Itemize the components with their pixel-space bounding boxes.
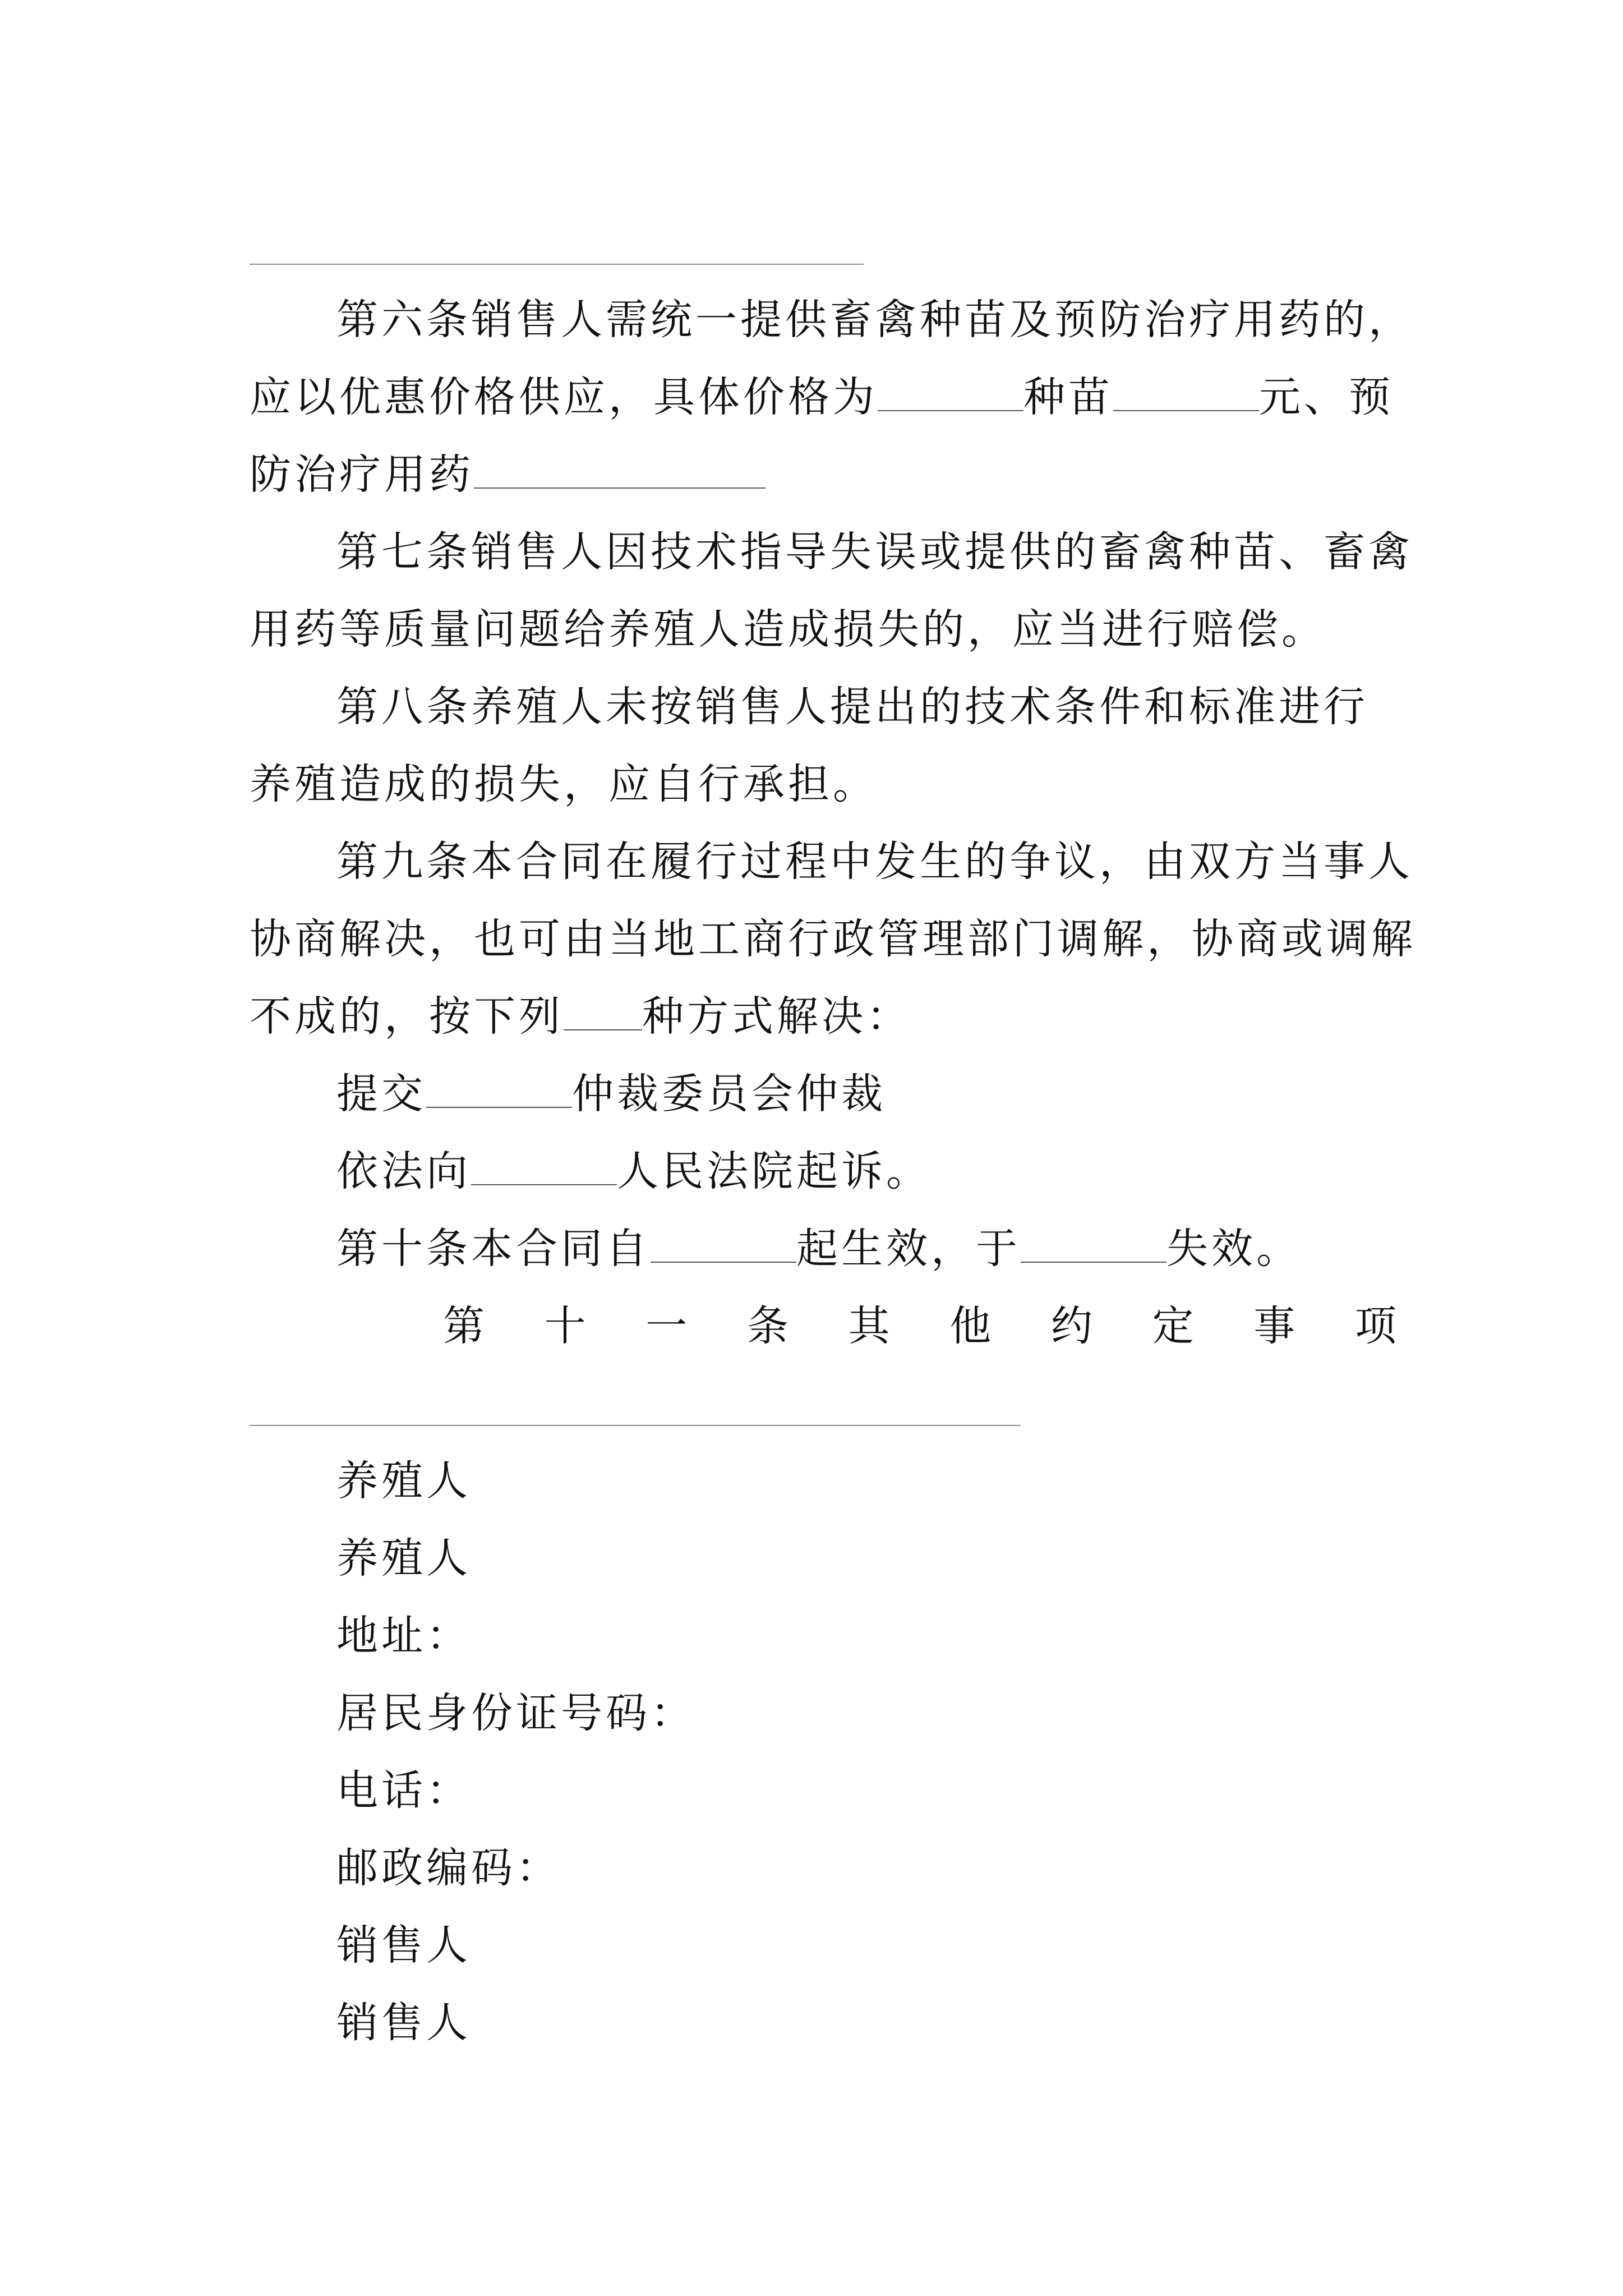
postal-code-label bbox=[336, 1840, 561, 1896]
arbitration-option bbox=[336, 1066, 886, 1122]
article7-text-2: 用药等质量问题给养殖人造成损失的，应当进行赔偿。 bbox=[250, 605, 1326, 654]
breeder-text-2: 养殖人 bbox=[336, 1534, 471, 1582]
phone-label bbox=[336, 1763, 471, 1819]
article11-char: 条 bbox=[746, 1302, 789, 1350]
seller-text-2: 销售人 bbox=[336, 1999, 471, 2047]
phone-text: 电话： bbox=[336, 1766, 471, 1815]
article10-text-b: 起生效，于 bbox=[796, 1225, 1021, 1273]
article6-text-3: 防治疗用药 bbox=[250, 450, 474, 499]
article6-text-2b: 种苗 bbox=[1023, 373, 1113, 421]
lawsuit-option bbox=[336, 1143, 931, 1199]
article11-char: 他 bbox=[949, 1302, 992, 1350]
article9-line2 bbox=[250, 911, 1416, 967]
article9-line1 bbox=[336, 834, 1413, 890]
article6-text-2c: 元、预 bbox=[1259, 373, 1394, 421]
lawsuit-text-a: 依法向 bbox=[336, 1147, 471, 1195]
article11-char: 十 bbox=[544, 1302, 586, 1350]
article9-text-3a: 不成的，按下列 bbox=[250, 992, 564, 1041]
other-matters-fill-line[interactable] bbox=[250, 1425, 1021, 1426]
article11-heading bbox=[443, 1298, 1396, 1354]
article9-text-1: 第九条本合同在履行过程中发生的争议，由双方当事人 bbox=[336, 838, 1413, 886]
court-blank[interactable] bbox=[471, 1144, 617, 1185]
address-label bbox=[336, 1608, 471, 1664]
article6-line3 bbox=[250, 447, 766, 503]
address-text: 地址： bbox=[336, 1612, 471, 1660]
breeder-label-1 bbox=[336, 1453, 471, 1509]
breeder-label-2 bbox=[336, 1530, 471, 1586]
article11-char: 定 bbox=[1152, 1302, 1194, 1350]
article11-char: 项 bbox=[1354, 1302, 1396, 1350]
article7-line2 bbox=[250, 601, 1326, 657]
article8-line1 bbox=[336, 679, 1368, 735]
expiry-date-blank[interactable] bbox=[1021, 1221, 1166, 1263]
seller-text-1: 销售人 bbox=[336, 1921, 471, 1970]
article10-line bbox=[336, 1221, 1301, 1277]
article7-text-1: 第七条销售人因技术指导失误或提供的畜禽种苗、畜禽 bbox=[336, 528, 1413, 576]
arbitration-text-b: 仲裁委员会仲裁 bbox=[572, 1070, 886, 1118]
seller-label-1 bbox=[336, 1917, 471, 1973]
article11-char: 第 bbox=[443, 1302, 485, 1350]
medicine-price-blank[interactable] bbox=[474, 447, 766, 489]
article9-text-2: 协商解决，也可由当地工商行政管理部门调解，协商或调解 bbox=[250, 915, 1416, 963]
article9-text-3b: 种方式解决： bbox=[642, 992, 911, 1041]
article10-text-a: 第十条本合同自 bbox=[336, 1225, 651, 1273]
article8-text-1: 第八条养殖人未按销售人提出的技术条件和标准进行 bbox=[336, 683, 1368, 731]
price-blank-1[interactable] bbox=[878, 370, 1023, 411]
article11-char: 一 bbox=[645, 1302, 688, 1350]
article8-line2 bbox=[250, 756, 878, 812]
id-number-label bbox=[336, 1685, 695, 1741]
article11-char: 其 bbox=[848, 1302, 890, 1350]
id-number-text: 居民身份证号码： bbox=[336, 1689, 695, 1737]
method-count-blank[interactable] bbox=[564, 989, 642, 1030]
article6-line1 bbox=[336, 292, 1413, 348]
price-blank-2[interactable] bbox=[1113, 370, 1259, 411]
article11-char: 事 bbox=[1253, 1302, 1295, 1350]
article11-char: 约 bbox=[1050, 1302, 1092, 1350]
lawsuit-text-b: 人民法院起诉。 bbox=[617, 1147, 931, 1195]
article6-text-1: 第六条销售人需统一提供畜禽种苗及预防治疗用药的， bbox=[336, 296, 1413, 344]
article9-line3 bbox=[250, 988, 911, 1045]
article6-line2 bbox=[250, 369, 1394, 425]
arbitration-committee-blank[interactable] bbox=[426, 1066, 572, 1108]
article6-text-2a: 应以优惠价格供应，具体价格为 bbox=[250, 373, 878, 421]
article8-text-2: 养殖造成的损失，应自行承担。 bbox=[250, 760, 878, 808]
breeder-text-1: 养殖人 bbox=[336, 1457, 471, 1505]
seller-label-2 bbox=[336, 1995, 471, 2051]
arbitration-text-a: 提交 bbox=[336, 1070, 426, 1118]
postal-code-text: 邮政编码： bbox=[336, 1844, 561, 1892]
effective-date-blank[interactable] bbox=[651, 1221, 796, 1263]
article7-line1 bbox=[336, 524, 1413, 580]
article10-text-c: 失效。 bbox=[1166, 1225, 1301, 1273]
top-fill-line bbox=[250, 264, 864, 265]
